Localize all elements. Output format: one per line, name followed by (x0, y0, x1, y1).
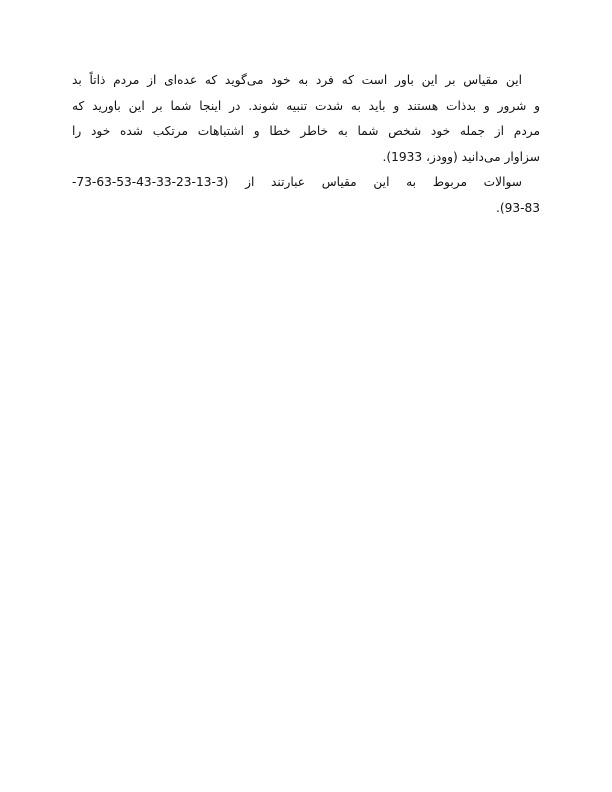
body-text (72, 68, 540, 221)
paragraph-line: سوالات مربوط به این مقیاس عبارتند از (3-13-23-33-43-53-63-73- (72, 175, 522, 189)
paragraph-line: سزاوار می‌دانید (وودز، 1933). (382, 149, 540, 164)
paragraph-related-questions (72, 170, 540, 221)
paragraph-line: و شرور و بدذات هستند و باید به شدت تنبیه شوند. در اینجا شما بر این باورید که (72, 98, 540, 113)
paragraph-line: این مقیاس بر این باور است که فرد به خود می‌گوید که عده‌ای از مردم ذاتاً بد (72, 73, 522, 87)
paragraph-line: .(93-83 (495, 200, 540, 215)
paragraph-line: مردم از جمله خود شخص شما به خاطر خطا و اشتباهات مرتکب شده خود را (72, 124, 540, 138)
paragraph-scale-description (72, 68, 540, 170)
